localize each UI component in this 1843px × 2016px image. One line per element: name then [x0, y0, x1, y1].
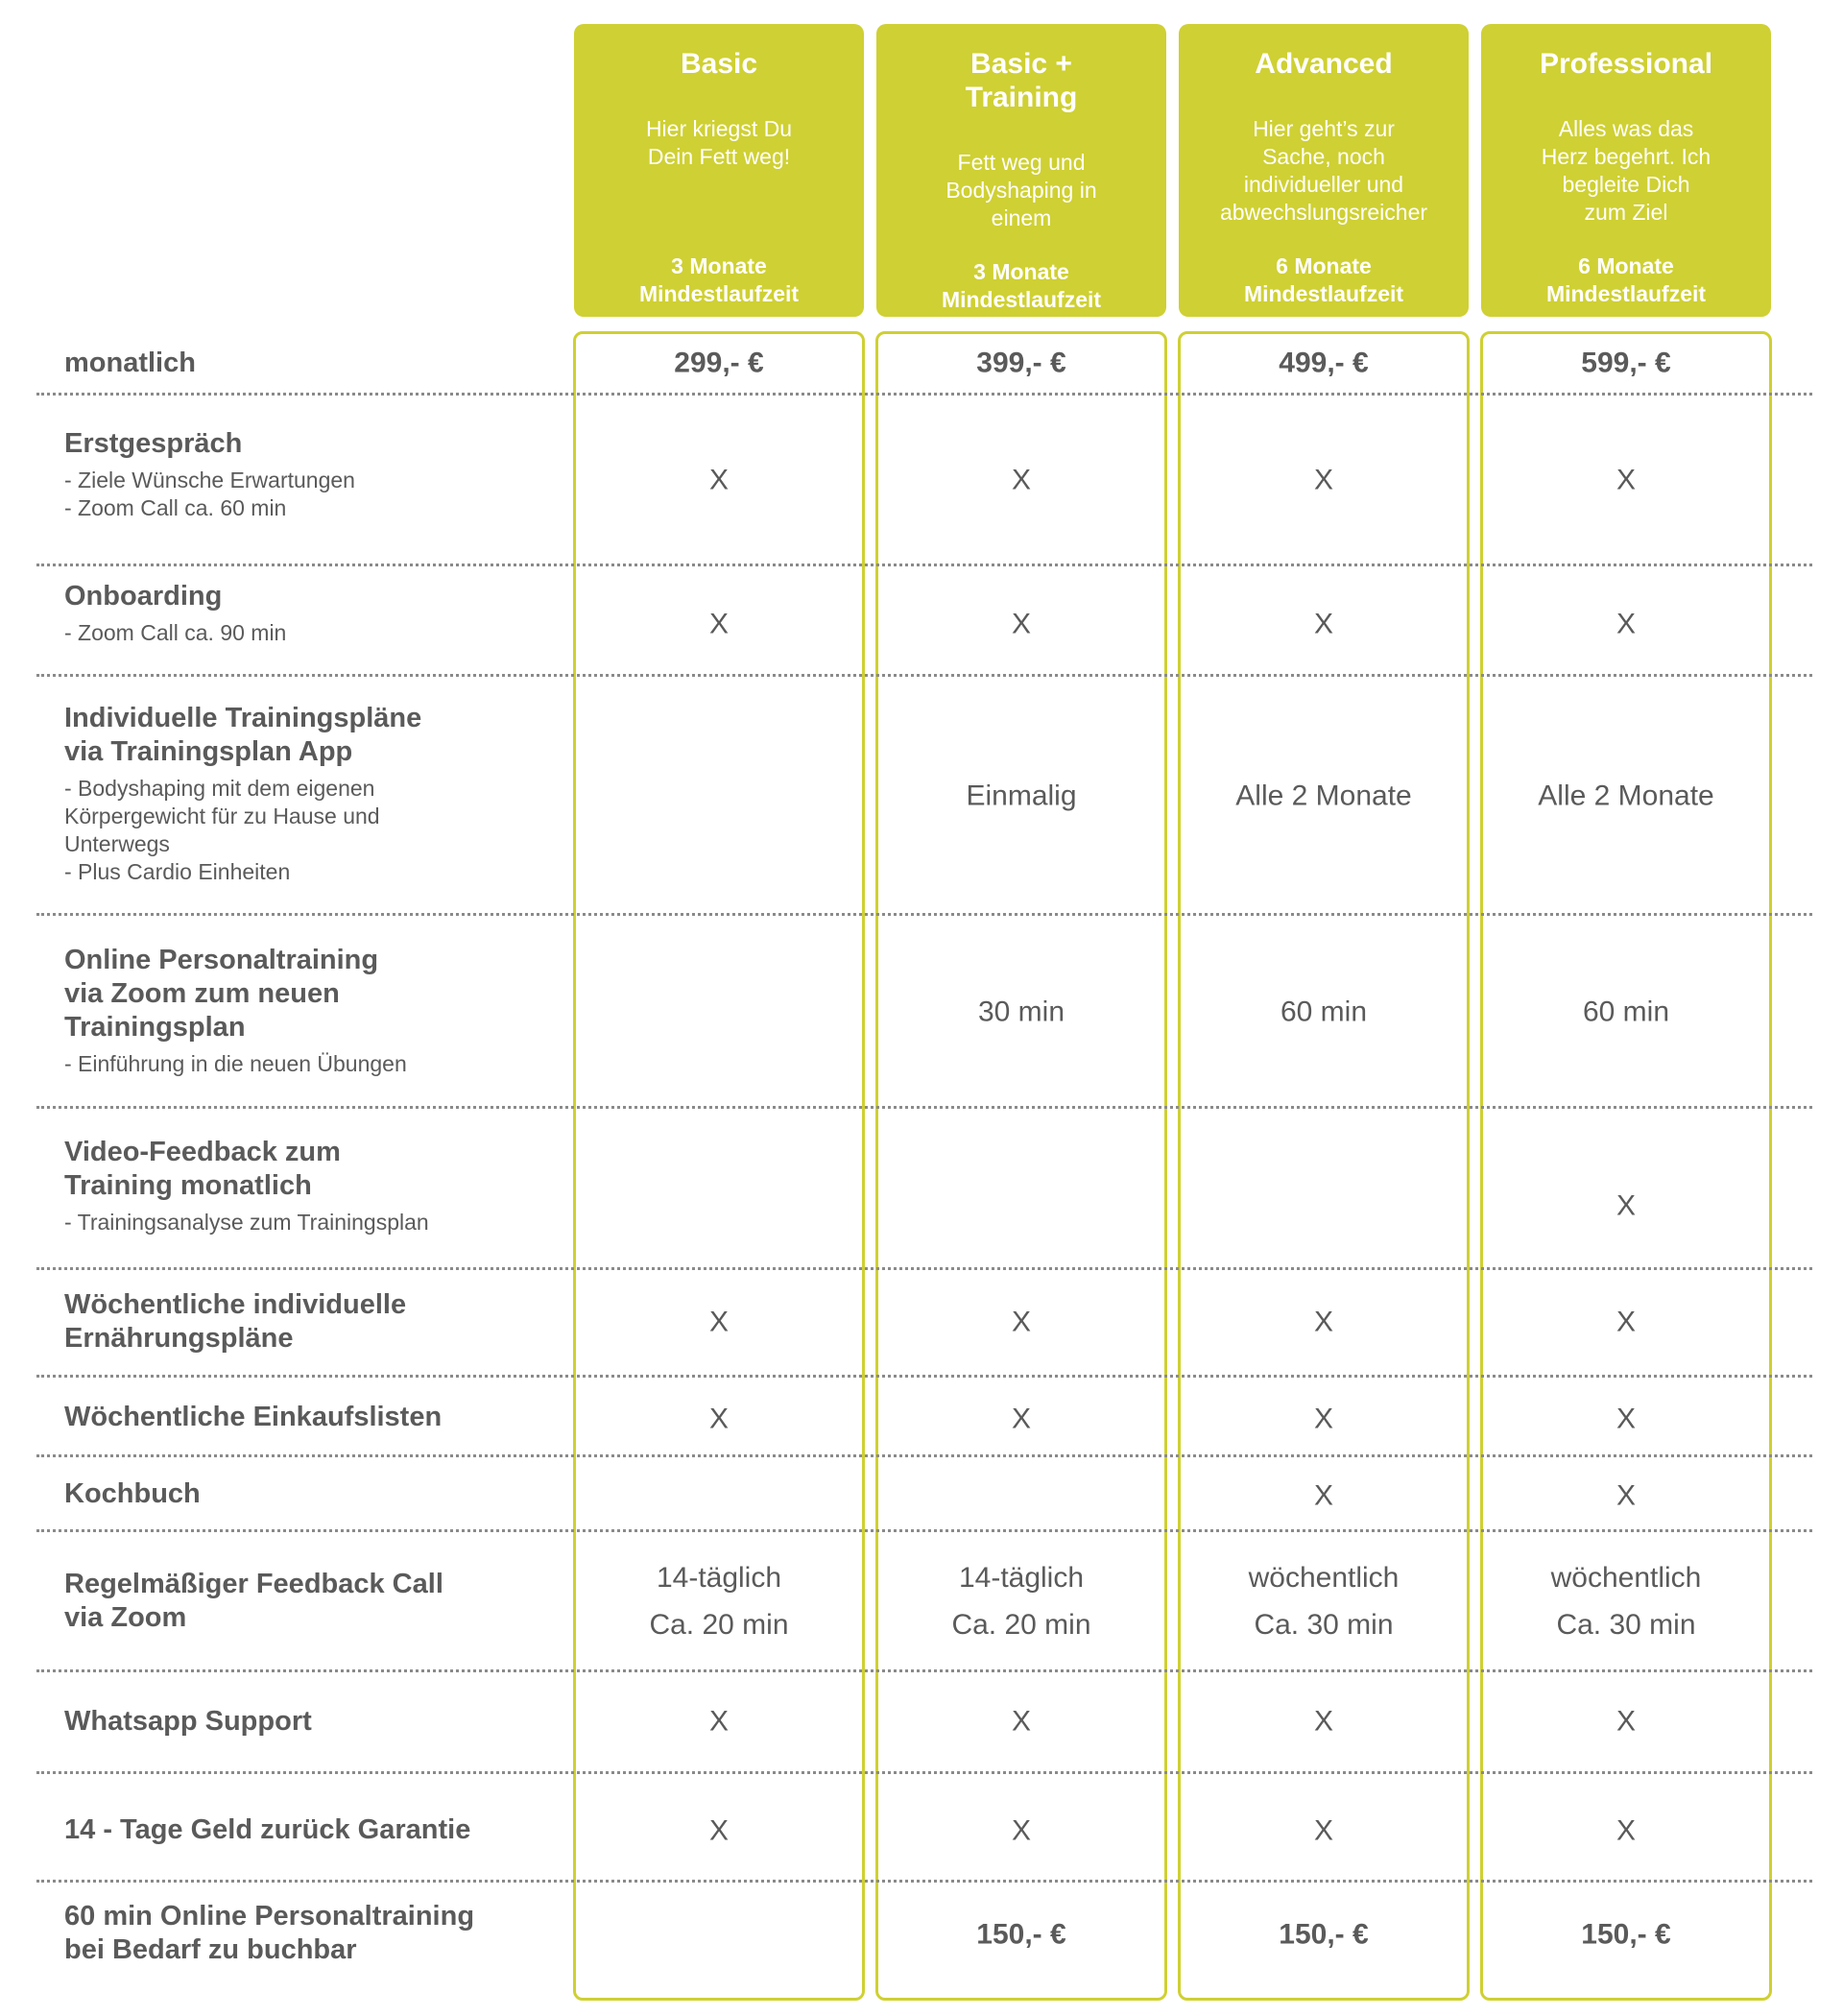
check-mark: X — [1313, 1705, 1333, 1738]
check-mark: X — [1313, 1479, 1333, 1512]
plan-term: 6 Monate Mindestlaufzeit — [1545, 253, 1707, 306]
feature-online-personaltraining — [64, 944, 563, 1078]
feature-erstgespraech — [64, 427, 563, 522]
check-mark: X — [708, 464, 729, 496]
feature-title: Individuelle Trainingspläne via Trainingsplan App — [64, 703, 422, 767]
feature-title: Online Personaltraining via Zoom zum neuen Trainingsplan — [64, 945, 379, 1043]
check-mark: X — [1011, 1403, 1031, 1435]
plan-term: 6 Monate Mindestlaufzeit — [1243, 253, 1404, 306]
check-mark: X — [1313, 1306, 1333, 1338]
plan-card-basic-training — [876, 24, 1166, 317]
feature-detail: - Bodyshaping mit dem eigenen Körpergewicht für zu Hause und Unterwegs - Plus Cardio Einheiten — [64, 776, 380, 884]
check-mark: X — [1616, 1189, 1636, 1222]
row-separator — [36, 393, 1812, 396]
plan-value: 60 min — [1280, 996, 1368, 1028]
check-mark: X — [1616, 464, 1636, 496]
feature-feedback-call — [64, 1568, 563, 1635]
feature-ernaehrungsplaene — [64, 1288, 563, 1356]
feature-zusatz-personaltraining — [64, 1900, 563, 1967]
feature-title: Whatsapp Support — [64, 1706, 312, 1737]
feature-title: Kochbuch — [64, 1478, 201, 1509]
feature-title: Video-Feedback zum Training monatlich — [64, 1137, 341, 1201]
feature-detail: - Einführung in die neuen Übungen — [64, 1051, 407, 1076]
plan-card-basic — [574, 24, 864, 317]
check-mark: X — [1616, 1814, 1636, 1847]
plan-column-basic — [573, 331, 865, 2001]
feature-einkaufslisten — [64, 1401, 563, 1434]
price-professional: 599,- € — [1581, 347, 1671, 379]
addon-price: 150,- € — [1279, 1918, 1369, 1951]
row-separator — [36, 1880, 1812, 1883]
plan-term: 3 Monate Mindestlaufzeit — [941, 259, 1102, 312]
check-mark: X — [1313, 1403, 1333, 1435]
row-separator — [36, 1771, 1812, 1774]
check-mark: X — [1616, 1705, 1636, 1738]
plan-tagline: Hier kriegst Du Dein Fett weg! — [645, 116, 793, 169]
row-separator — [36, 1106, 1812, 1109]
check-mark: X — [708, 1814, 729, 1847]
row-separator — [36, 913, 1812, 916]
price-advanced: 499,- € — [1279, 347, 1369, 379]
plan-tagline: Fett weg und Bodyshaping in einem — [945, 150, 1097, 230]
check-mark: X — [1011, 1814, 1031, 1847]
price-basic: 299,- € — [674, 347, 764, 379]
feature-detail: - Trainingsanalyse zum Trainingsplan — [64, 1210, 429, 1235]
plan-value: Alle 2 Monate — [1538, 780, 1714, 812]
check-mark: X — [1011, 608, 1031, 640]
check-mark: X — [1011, 1306, 1031, 1338]
check-mark: X — [1313, 1814, 1333, 1847]
feature-video-feedback — [64, 1136, 563, 1236]
plan-value: 30 min — [977, 996, 1065, 1028]
check-mark: X — [1616, 1306, 1636, 1338]
check-mark: X — [1616, 1403, 1636, 1435]
price-basic-training: 399,- € — [976, 347, 1066, 379]
plan-value: wöchentlich Ca. 30 min — [1550, 1562, 1702, 1641]
plan-value: 14-täglich Ca. 20 min — [951, 1562, 1091, 1641]
plan-card-professional — [1481, 24, 1771, 317]
feature-title: Onboarding — [64, 581, 223, 612]
plan-value: wöchentlich Ca. 30 min — [1248, 1562, 1400, 1641]
row-separator — [36, 1529, 1812, 1532]
feature-detail: - Ziele Wünsche Erwartungen - Zoom Call ca. 60 min — [64, 468, 355, 520]
feature-whatsapp-support — [64, 1705, 563, 1739]
check-mark: X — [1616, 1479, 1636, 1512]
feature-geld-zurueck-garantie — [64, 1813, 563, 1847]
check-mark: X — [1313, 608, 1333, 640]
feature-title: Wöchentliche Einkaufslisten — [64, 1402, 443, 1432]
feature-title: monatlich — [64, 348, 196, 378]
plan-column-basic-training — [875, 331, 1167, 2001]
plan-column-professional — [1480, 331, 1772, 2001]
check-mark: X — [1616, 608, 1636, 640]
plan-column-advanced — [1178, 331, 1470, 2001]
plan-tagline: Alles was das Herz begehrt. Ich begleite Dich zum Ziel — [1541, 116, 1711, 225]
row-separator — [36, 1669, 1812, 1672]
feature-trainingsplaene — [64, 702, 563, 886]
check-mark: X — [1313, 464, 1333, 496]
plan-card-advanced — [1179, 24, 1469, 317]
feature-title: 14 - Tage Geld zurück Garantie — [64, 1814, 471, 1845]
check-mark: X — [708, 1403, 729, 1435]
row-separator — [36, 1454, 1812, 1457]
plan-value: 60 min — [1582, 996, 1670, 1028]
check-mark: X — [708, 1705, 729, 1738]
check-mark: X — [708, 608, 729, 640]
plan-value: Einmalig — [966, 780, 1077, 812]
plan-name: Basic + Training — [965, 48, 1078, 113]
feature-title: Wöchentliche individuelle Ernährungspläne — [64, 1289, 407, 1354]
plan-tagline: Hier geht’s zur Sache, noch individueller und abwechslungsreicher — [1219, 116, 1428, 225]
feature-kochbuch — [64, 1477, 563, 1511]
plan-value: Alle 2 Monate — [1235, 780, 1412, 812]
check-mark: X — [708, 1306, 729, 1338]
plan-name: Advanced — [1255, 48, 1393, 80]
feature-detail: - Zoom Call ca. 90 min — [64, 620, 287, 645]
feature-title: Erstgespräch — [64, 428, 243, 459]
row-separator — [36, 1267, 1812, 1270]
addon-price: 150,- € — [1581, 1918, 1671, 1951]
check-mark: X — [1011, 464, 1031, 496]
plan-value: 14-täglich Ca. 20 min — [649, 1562, 789, 1641]
plan-name: Professional — [1539, 48, 1713, 80]
row-separator — [36, 564, 1812, 566]
row-separator — [36, 674, 1812, 677]
check-mark: X — [1011, 1705, 1031, 1738]
row-separator — [36, 1375, 1812, 1378]
plan-name: Basic — [680, 48, 758, 80]
feature-title: Regelmäßiger Feedback Call via Zoom — [64, 1569, 443, 1633]
addon-price: 150,- € — [976, 1918, 1066, 1951]
plan-term: 3 Monate Mindestlaufzeit — [638, 253, 800, 306]
feature-monthly-price — [64, 347, 563, 380]
feature-title: 60 min Online Personaltraining bei Bedarf zu buchbar — [64, 1901, 475, 1965]
feature-onboarding — [64, 580, 563, 647]
